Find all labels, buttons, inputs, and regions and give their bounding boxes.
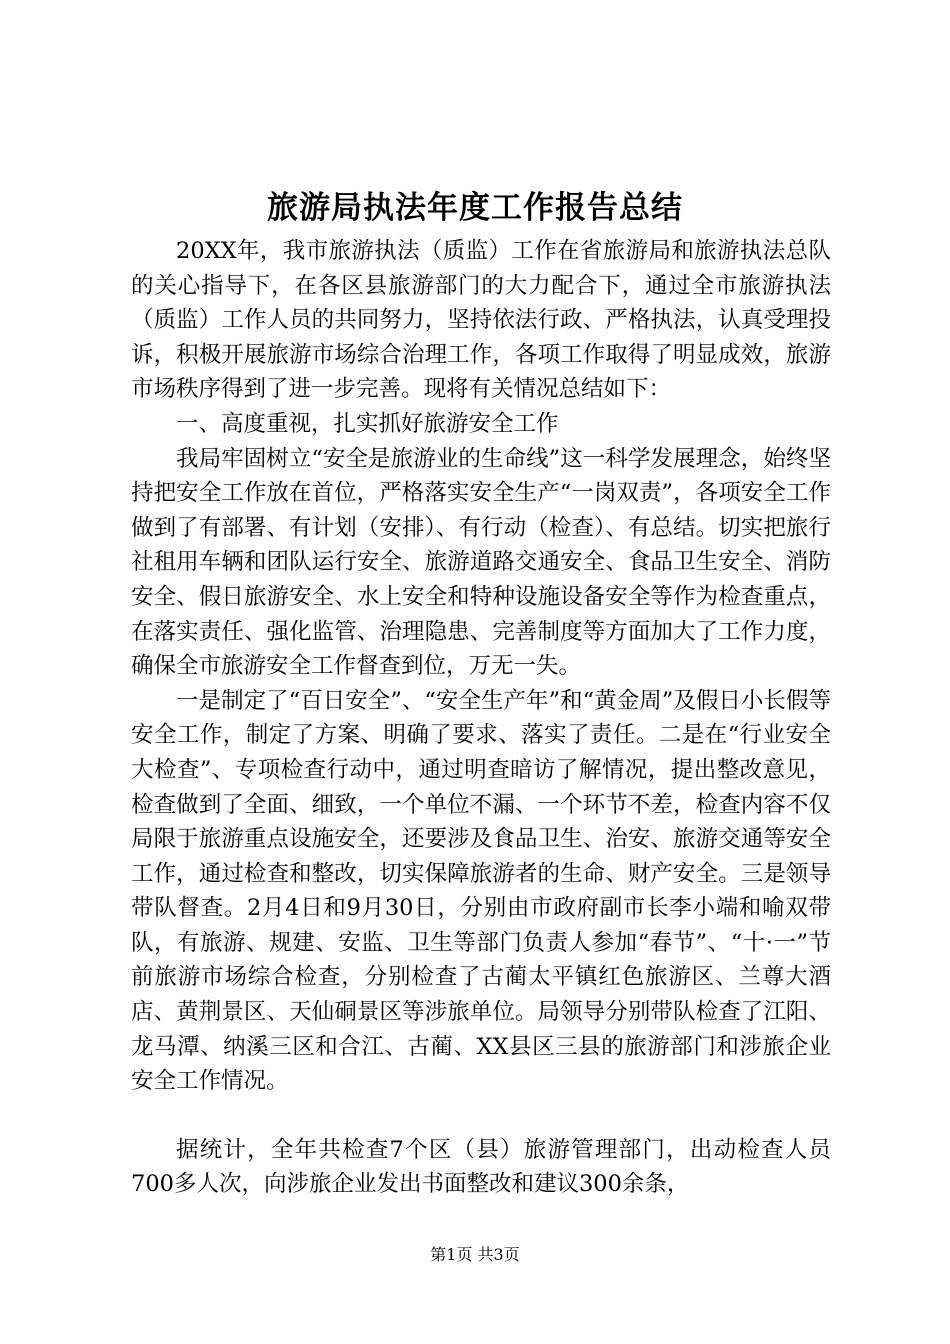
paragraph-measures: 一是制定了“百日安全”、“安全生产年”和“黄金周”及假日小长假等安全工作，制定了方案、明确了要求、落实了责任。二是在“行业安全大检查”、专项检查行动中，通过明查暗访了解情况，提出整改意见，检查做到了全面、细致，一个单位不漏、一个环节不差，检查内容不仅局限于旅游重点设施安全，还要涉及食品卫生、治安、旅游交通等安全工作，通过检查和整改，切实保障旅游者的生命、财产安全。三是领导带队督查。2月4日和9月30日，分别由市政府副市长李小端和喻双带队，有旅游、规建、安监、卫生等部门负责人参加“春节”、“十·一”节前旅游市场综合检查，分别检查了古蔺太平镇红色旅游区、兰尊大酒店、黄荆景区、天仙硐景区等涉旅单位。局领导分别带队检查了江阳、龙马潭、纳溪三区和合江、古蔺、XX县区三县的旅游部门和涉旅企业安全工作情况。: [131, 687, 831, 1095]
paragraph-intro: 20XX年，我市旅游执法（质监）工作在省旅游局和旅游执法总队的关心指导下，在各区县旅游部门的大力配合下，通过全市旅游执法（质监）工作人员的共同努力，坚持依法行政、严格执法，认真受理投诉，积极开展旅游市场综合治理工作，各项工作取得了明显成效，旅游市场秩序得到了进一步完善。现将有关情况总结如下：: [131, 238, 831, 403]
document-body: [131, 234, 831, 1202]
paragraph-statistics: 据统计，全年共检查7个区（县）旅游管理部门，出动检查人员700多人次，向涉旅企业发出书面整改和建议300余条，: [131, 1136, 831, 1198]
paragraph-safety: 我局牢固树立“安全是旅游业的生命线”这一科学发展理念，始终坚持把安全工作放在首位，严格落实安全生产“一岗双责”，各项安全工作做到了有部署、有计划（安排）、有行动（检查）、有总结。切实把旅行社租用车辆和团队运行安全、旅游道路交通安全、食品卫生安全、消防安全、假日旅游安全、水上安全和特种设施设备安全等作为检查重点，在落实责任、强化监管、治理隐患、完善制度等方面加大了工作力度，确保全市旅游安全工作督查到位，万无一失。: [131, 445, 831, 680]
document-title: 旅游局执法年度工作报告总结: [267, 190, 683, 226]
section-heading: 一、高度重视，扎实抓好旅游安全工作: [176, 410, 559, 437]
page-number-footer: 第1页 共3页: [430, 1245, 520, 1264]
